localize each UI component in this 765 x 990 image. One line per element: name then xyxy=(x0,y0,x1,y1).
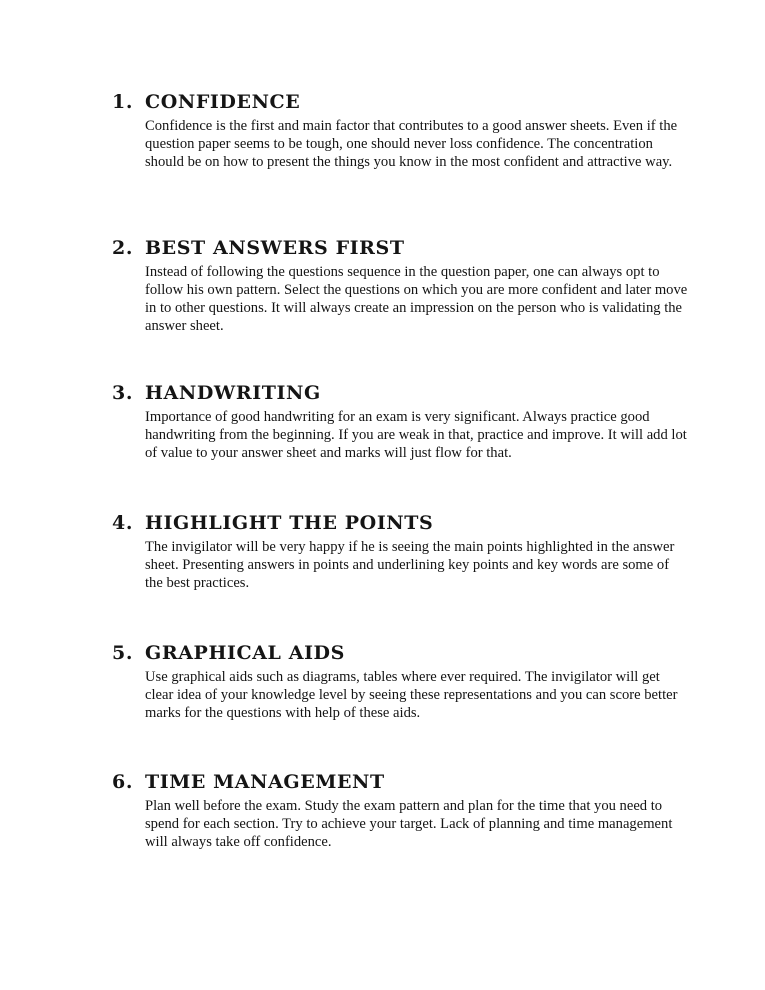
section-body: Instead of following the questions sequence in the question paper, one can always opt to follow his own pattern. Select the questions on which you are more confident and later move in to other questions. It will always create an impression on the person who is validating the answer sheet. xyxy=(145,264,688,334)
section-title: CONFIDENCE xyxy=(145,91,301,113)
section-heading xyxy=(112,771,682,797)
section-highlight-the-points xyxy=(112,512,682,592)
section-confidence xyxy=(112,91,682,171)
section-body: Plan well before the exam. Study the exam pattern and plan for the time that you need to spend for each section. Try to achieve your target. Lack of planning and time management will always take off confidence. xyxy=(145,798,673,850)
section-body: Confidence is the first and main factor that contributes to a good answer sheets. Even if the question paper seems to be tough, one should never loss confidence. The concentration should be on how to present the things you know in the most confident and attractive way. xyxy=(145,118,678,170)
section-heading xyxy=(112,91,682,117)
section-title: GRAPHICAL AIDS xyxy=(145,642,345,664)
section-title: BEST ANSWERS FIRST xyxy=(145,237,405,259)
section-handwriting xyxy=(112,382,687,462)
section-title: TIME MANAGEMENT xyxy=(145,771,385,793)
section-body: Importance of good handwriting for an exam is very significant. Always practice good handwriting from the beginning. If you are weak in that, practice and improve. It will add lot of value to your answer sheet and marks will just flow for that. xyxy=(145,409,687,461)
section-best-answers-first xyxy=(112,237,688,335)
section-number: 4. xyxy=(112,512,134,534)
section-title: HIGHLIGHT THE POINTS xyxy=(145,512,434,534)
section-heading xyxy=(112,382,682,408)
section-heading xyxy=(112,642,682,668)
section-body: Use graphical aids such as diagrams, tables where ever required. The invigilator will get clear idea of your knowledge level by seeing these representations and you can score better marks for the questions with help of these aids. xyxy=(145,669,678,721)
section-number: 1. xyxy=(112,91,134,113)
section-number: 2. xyxy=(112,237,134,259)
section-graphical-aids xyxy=(112,642,682,722)
section-heading xyxy=(112,237,682,263)
section-heading xyxy=(112,512,682,538)
section-title: HANDWRITING xyxy=(145,382,321,404)
section-body: The invigilator will be very happy if he is seeing the main points highlighted in the answer sheet. Presenting answers in points and underlining key points and key words are some of the best practices. xyxy=(145,539,675,591)
section-time-management xyxy=(112,771,682,851)
section-number: 6. xyxy=(112,771,134,793)
section-number: 5. xyxy=(112,642,134,664)
section-number: 3. xyxy=(112,382,134,404)
